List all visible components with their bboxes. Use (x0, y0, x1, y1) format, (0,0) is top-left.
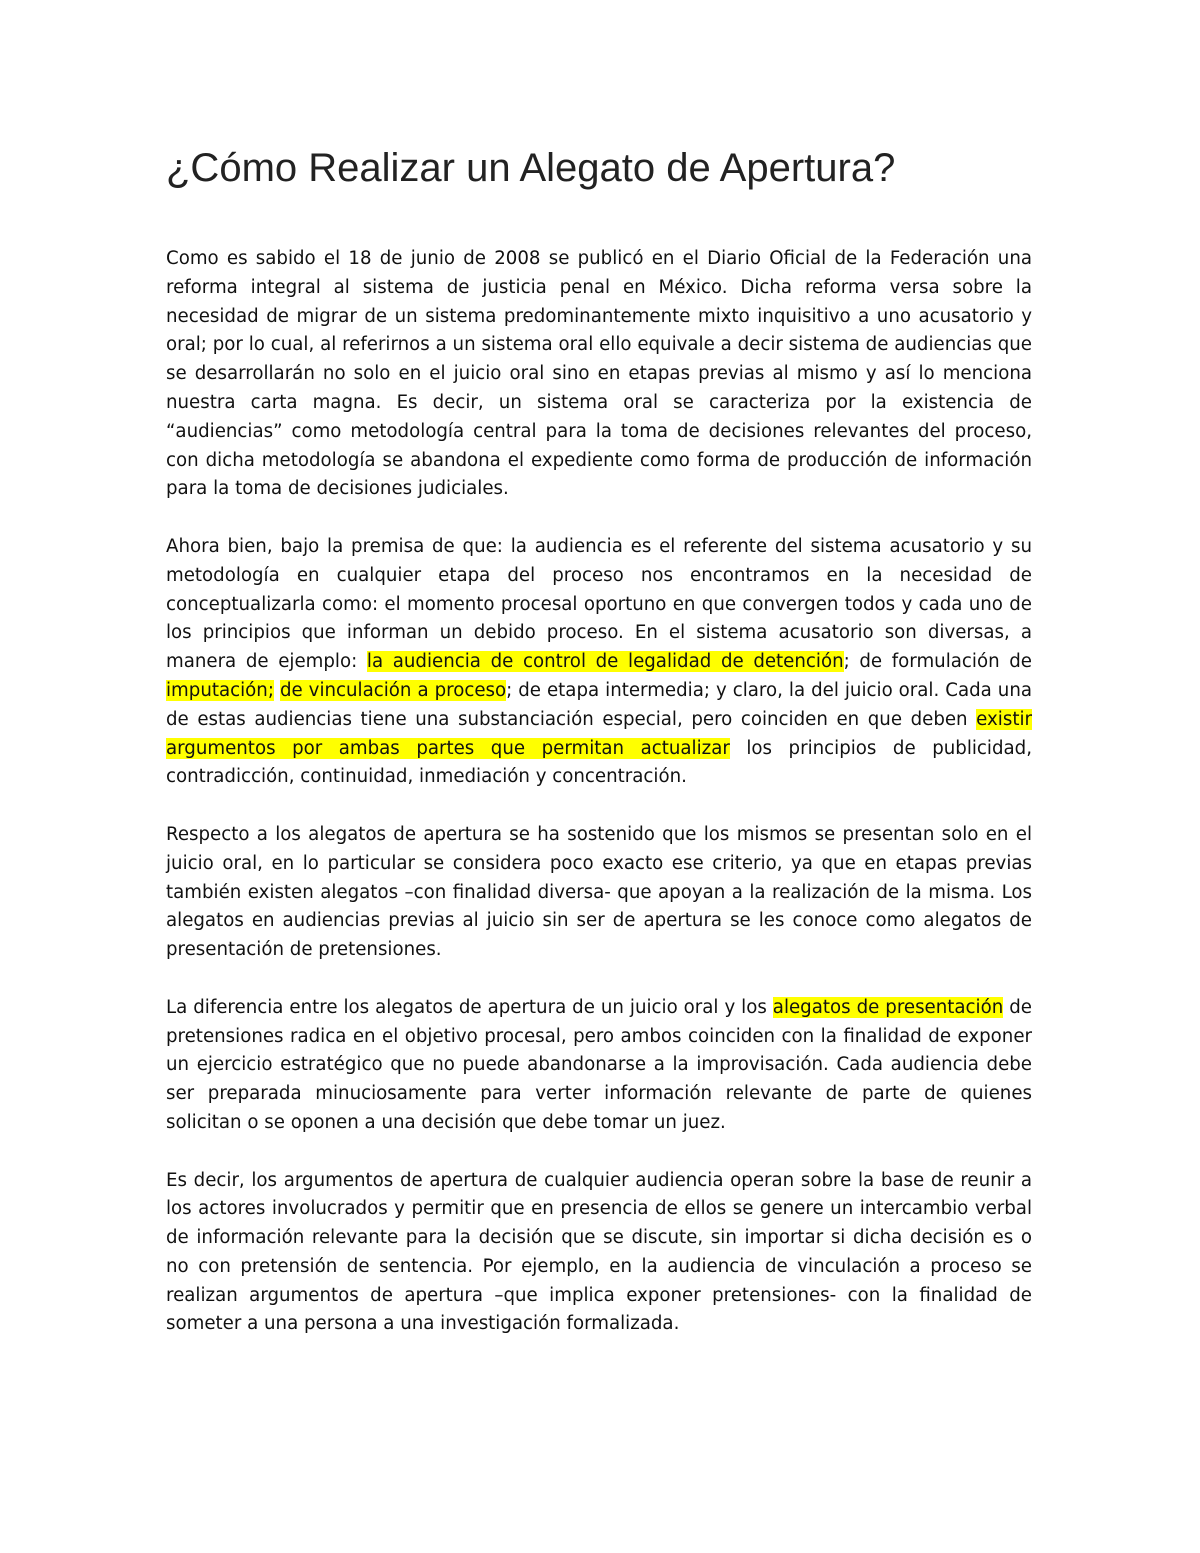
paragraph (166, 821, 1032, 965)
highlighted-text: de vinculación a proceso (279, 679, 507, 701)
paragraph (166, 245, 1032, 504)
highlighted-text: existir argumentos por ambas partes que permitan actualizar (166, 708, 1032, 759)
paragraph-text: de pretensiones radica en el objetivo procesal, pero ambos coinciden con la finalidad de exponer un ejercicio estratégico que no puede abandonarse a la improvisación. Cada audiencia debe ser preparada minuciosamente para verter información relevante de parte de quienes solicitan o se oponen a una decisión que debe tomar un juez. (166, 996, 1032, 1133)
paragraph-text: ; de etapa intermedia; y claro, la del juicio oral. Cada una de estas audiencias tiene una substanciación especial, pero coinciden en que deben (166, 679, 1032, 730)
paragraph-text: ; de formulación de (843, 651, 1032, 673)
paragraph (166, 533, 1032, 792)
paragraph-text: Es decir, los argumentos de apertura de cualquier audiencia operan sobre la base de reunir a los actores involucrados y permitir que en presencia de ellos se genere un intercambio verbal de información relevante para la decisión que se discute, sin importar si dicha decisión es o no con pretensión de sentencia. Por ejemplo, en la audiencia de vinculación a proceso se realizan argumentos de apertura –que implica exponer pretensiones- con la finalidad de someter a una persona a una investigación formalizada. (166, 1169, 1032, 1335)
document-body (166, 245, 1032, 1368)
paragraph-text: Respecto a los alegatos de apertura se ha sostenido que los mismos se presentan solo en el juicio oral, en lo particular se considera poco exacto ese criterio, ya que en etapas previas también existen alegatos –con finalidad diversa- que apoyan a la realización de la misma. Los alegatos en audiencias previas al juicio sin ser de apertura se les conoce como alegatos de presentación de pretensiones. (166, 823, 1032, 961)
paragraph-text: Ahora bien, bajo la premisa de que: la audiencia es el referente del sistema acusatorio y su metodología en cualquier etapa del proceso nos encontramos en la necesidad de conceptualizarla como: el momento procesal oportuno en que convergen todos y cada uno de los principios que informan un debido proceso. En el sistema acusatorio son diversas, a manera de ejemplo: (166, 535, 1032, 673)
paragraph-text: los principios de publicidad, contradicción, continuidad, inmediación y concentración. (166, 737, 1032, 788)
paragraph (166, 1167, 1032, 1340)
document-title: ¿Cómo Realizar un Alegato de Apertura? (166, 146, 896, 190)
highlighted-text: alegatos de presentación (772, 996, 1004, 1018)
highlighted-text: la audiencia de control de legalidad de detención (366, 651, 844, 673)
paragraph-text: Como es sabido el 18 de junio de 2008 se publicó en el Diario Oficial de la Federación una reforma integral al sistema de justicia penal en México. Dicha reforma versa sobre la necesidad de migrar de un sistema predominantemente mixto inquisitivo a uno acusatorio y oral; por lo cual, al referirnos a un sistema oral ello equivale a decir sistema de audiencias que se desarrollarán no solo en el juicio oral sino en etapas previas al mismo y así lo menciona nuestra carta magna. Es decir, un sistema oral se caracteriza por la existencia de “audiencias” como metodología central para la toma de decisiones relevantes del proceso, con dicha metodología se abandona el expediente como forma de producción de información para la toma de decisiones judiciales. (166, 248, 1032, 500)
paragraph (166, 994, 1032, 1138)
paragraph-text: La diferencia entre los alegatos de apertura de un juicio oral y los (166, 996, 773, 1018)
highlighted-text: imputación; (166, 679, 274, 701)
